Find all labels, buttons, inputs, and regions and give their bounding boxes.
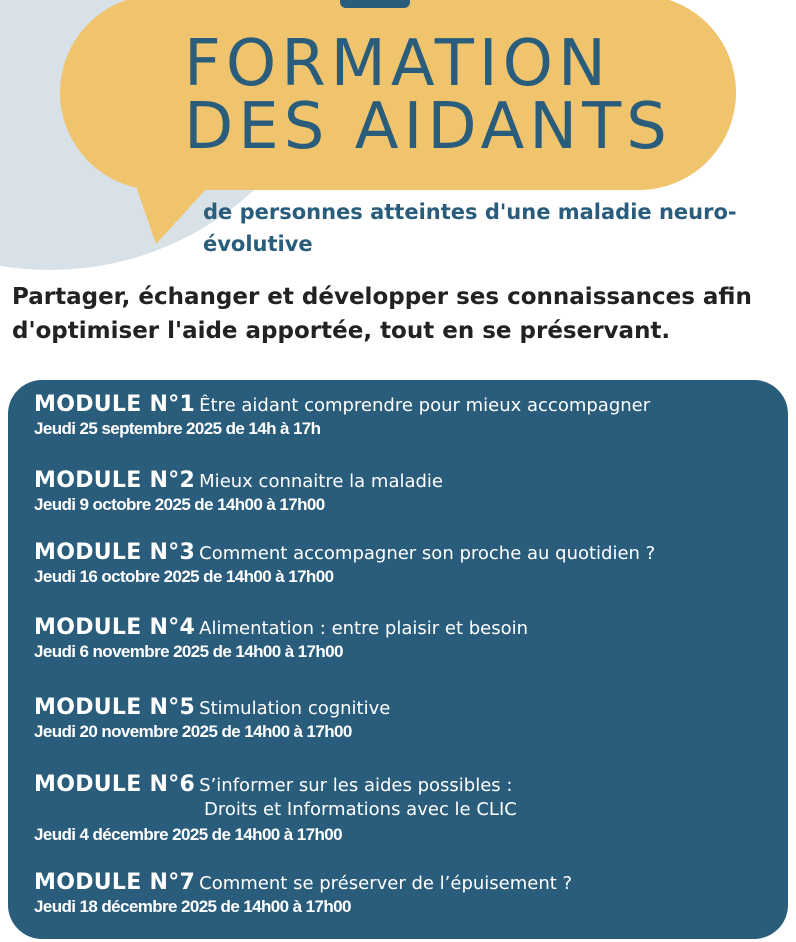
module-date: Jeudi 20 novembre 2025 de 14h00 à 17h00 — [34, 722, 352, 741]
module-number: MODULE N°3 — [34, 540, 196, 565]
module-number: MODULE N°4 — [34, 615, 196, 640]
module-2 — [34, 468, 774, 515]
module-number: MODULE N°6 — [34, 772, 196, 797]
module-7 — [34, 870, 774, 917]
module-title: Comment se préserver de l’épuisement ? — [199, 873, 573, 894]
module-date: Jeudi 4 décembre 2025 de 14h00 à 17h00 — [34, 825, 342, 844]
module-title: Comment accompagner son proche au quotidien ? — [199, 543, 656, 564]
top-decoration — [340, 0, 410, 8]
modules-panel — [8, 380, 788, 939]
module-number: MODULE N°1 — [34, 392, 196, 417]
module-title: S’informer sur les aides possibles : — [199, 775, 513, 796]
module-date: Jeudi 6 novembre 2025 de 14h00 à 17h00 — [34, 642, 343, 661]
module-title: Stimulation cognitive — [199, 698, 391, 719]
title-line-2: DES AIDANTS — [184, 90, 672, 164]
module-3 — [34, 540, 774, 587]
module-date: Jeudi 18 décembre 2025 de 14h00 à 17h00 — [34, 897, 351, 916]
module-title: Alimentation : entre plaisir et besoin — [199, 618, 529, 639]
module-1 — [34, 392, 774, 439]
module-date: Jeudi 16 octobre 2025 de 14h00 à 17h00 — [34, 567, 334, 586]
module-number: MODULE N°2 — [34, 468, 196, 493]
module-date: Jeudi 9 octobre 2025 de 14h00 à 17h00 — [34, 495, 325, 514]
title-line-1: FORMATION — [184, 27, 611, 101]
module-4 — [34, 615, 774, 662]
module-title-line-2: Droits et Informations avec le CLIC — [204, 799, 517, 820]
module-date: Jeudi 25 septembre 2025 de 14h à 17h — [34, 419, 321, 438]
module-5 — [34, 695, 774, 742]
subtitle: de personnes atteintes d'une maladie neuro-évolutive — [203, 200, 737, 256]
module-title: Être aidant comprendre pour mieux accompagner — [199, 395, 651, 416]
intro-text: Partager, échanger et développer ses connaissances afin d'optimiser l'aide apportée, tout en se préservant. — [12, 284, 752, 344]
module-number: MODULE N°5 — [34, 695, 196, 720]
module-number: MODULE N°7 — [34, 870, 196, 895]
module-title: Mieux connaitre la maladie — [199, 471, 444, 492]
module-6 — [34, 772, 774, 845]
